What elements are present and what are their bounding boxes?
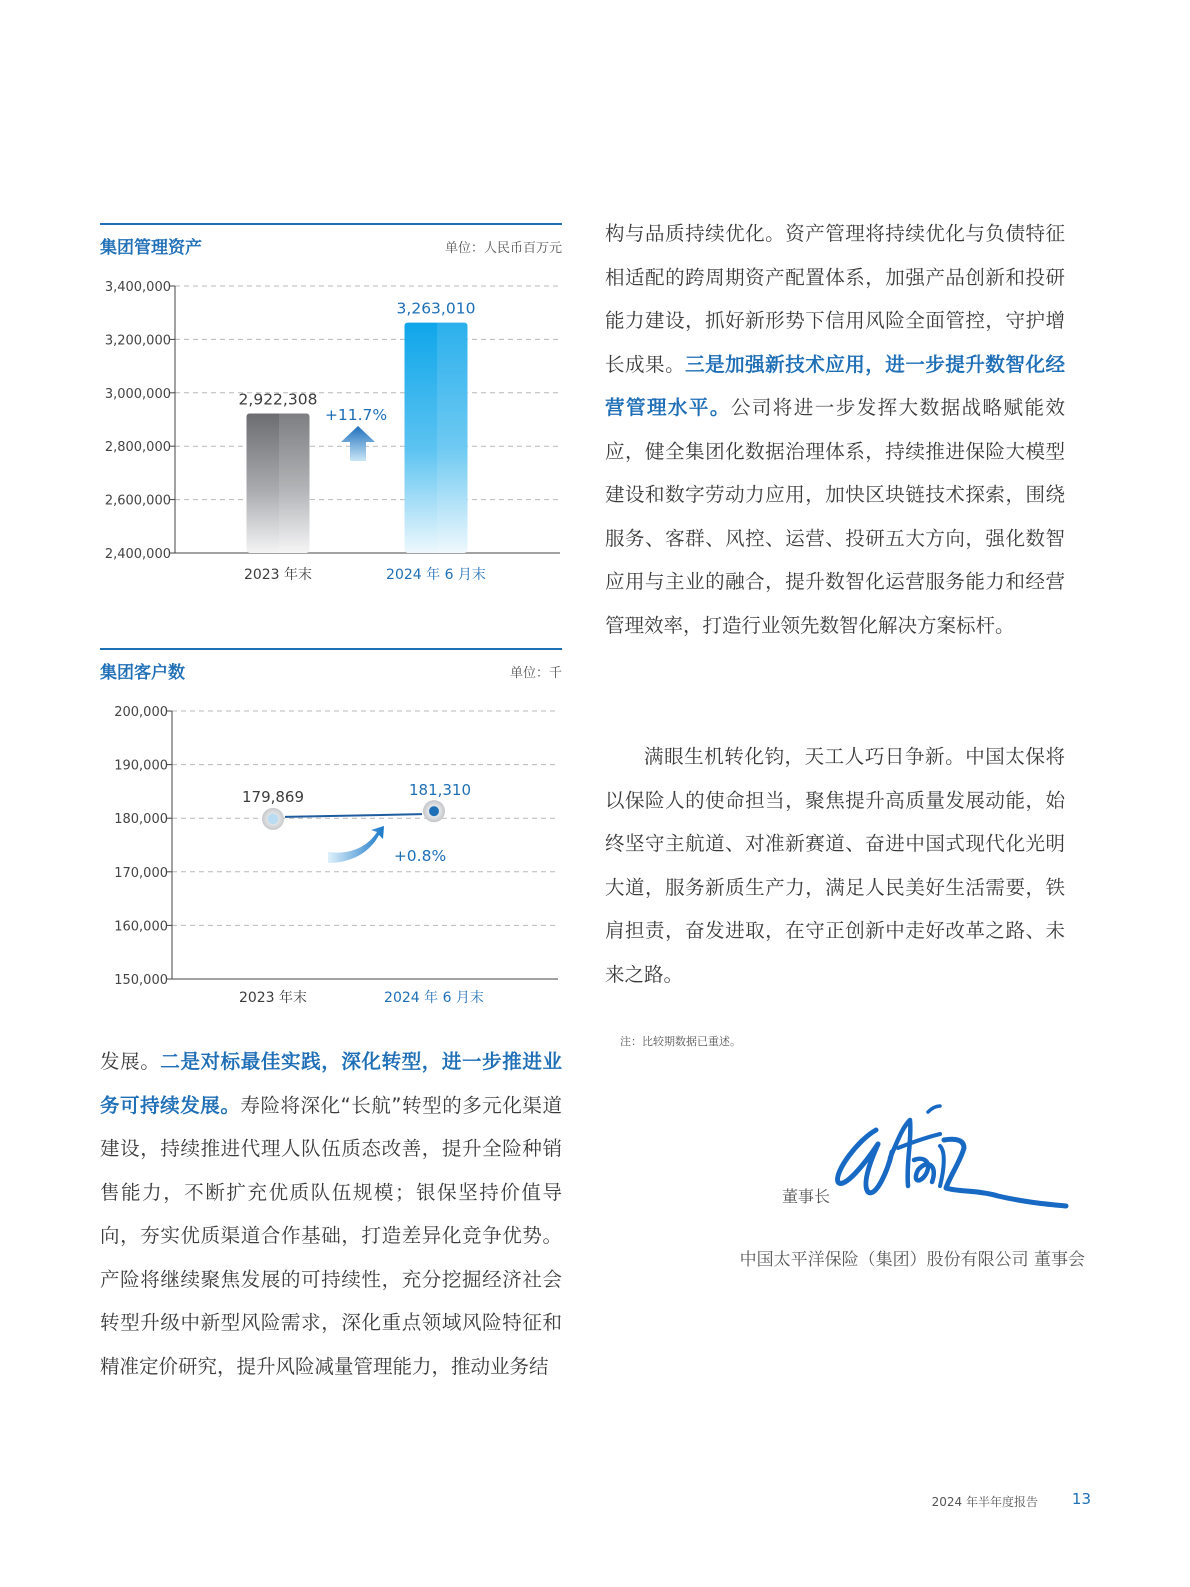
bar-sheen [437, 323, 468, 553]
text-body: 满眼生机转化钧，天工人巧日争新。中国太保将以保险人的使命担当，聚焦提升高质量发展动能，始终坚守主航道、对准新赛道、奋进中国式现代化光明大道，服务新质生产力，满足人民美好生活需要，铁肩担责，奋发进取，在守正创新中走好改革之路、未来之路。 [605, 745, 1065, 986]
y-tick-label: 2,400,000 [104, 547, 171, 562]
text-lead: 发展。 [100, 1050, 161, 1073]
chairman-label: 董事长 [782, 1187, 831, 1206]
y-tick-label: 180,000 [114, 812, 168, 828]
footnote: 注：比较期数据已重述。 [620, 1035, 741, 1048]
data-label: 3,263,010 [396, 299, 476, 318]
company-board-name: 中国太平洋保险（集团）股份有限公司 董事会 [739, 1250, 1085, 1270]
y-tick-label: 200,000 [114, 705, 168, 720]
customers-line-chart [100, 648, 562, 1020]
y-tick-label: 170,000 [114, 865, 168, 881]
y-tick-label: 190,000 [114, 758, 168, 774]
bar-sheen [279, 414, 310, 553]
data-label: 181,310 [408, 781, 472, 800]
text-body: 寿险将深化“长航”转型的多元化渠道建设，持续推进代理人队伍质态改善，提升全险种销售能力，不断扩充优质队伍规模；银保坚持价值导向，夯实优质渠道合作基础，打造差异化竞争优势。产险将继续聚焦发展的可持续性，充分挖掘经济社会转型升级中新型风险需求，深化重点领域风险特征和精准定价研究，提升风险减量管理能力，推动业务结 [100, 1093, 562, 1378]
x-tick-label: 2023 年末 [243, 567, 313, 583]
assets-chart-panel [100, 223, 562, 595]
series-line [285, 814, 422, 817]
chairman-signature [828, 1100, 1078, 1220]
chart-unit: 单位：千 [509, 666, 562, 681]
data-point [423, 800, 445, 822]
assets-bar-chart [100, 223, 562, 595]
text-body: 构与品质持续优化。资产管理将持续优化与负债特征相适配的跨周期资产配置体系，加强产品创新和投研能力建设，抓好新形势下信用风险全面管控，守护增长成果。 [605, 222, 1065, 376]
y-tick-label: 2,800,000 [104, 440, 171, 456]
text-body: 公司将进一步发挥大数据战略赋能效应，健全集团化数据治理体系，持续推进保险大模型建设和数字劳动力应用，加快区块链技术探索，围绕服务、客群、风控、运营、投研五大方向，强化数智应用与主业的融合，提升数智化运营服务能力和经营管理效率，打造行业领先数智化解决方案标杆。 [605, 396, 1065, 637]
y-tick-label: 150,000 [114, 973, 168, 988]
growth-curve-arrow-icon [328, 826, 384, 863]
highlight-point-two: 二是对标最佳实践，深化转型，进一步推进业务可持续发展。 [100, 1050, 562, 1117]
highlight-point-three: 三是加强新技术应用，进一步提升数智化经营管理水平。 [605, 352, 1065, 419]
right-paragraph-2 [605, 735, 1065, 996]
change-label: +0.8% [393, 847, 447, 865]
y-tick-label: 3,000,000 [104, 386, 171, 402]
report-title: 2024 年半年度报告 [931, 1495, 1038, 1509]
page-number: 13 [1071, 1490, 1091, 1508]
change-label: +11.7% [324, 406, 388, 424]
left-paragraph [100, 1040, 562, 1388]
y-tick-label: 2,600,000 [104, 493, 171, 509]
chart-title: 集团管理资产 [100, 238, 202, 258]
increase-arrow-icon [341, 426, 375, 461]
y-tick-label: 3,200,000 [104, 333, 171, 349]
y-tick-label: 3,400,000 [104, 280, 171, 295]
y-tick-label: 160,000 [114, 919, 168, 935]
data-label: 2,922,308 [238, 390, 318, 409]
x-tick-label: 2023 年末 [238, 990, 308, 1006]
chart-unit: 单位：人民币百万元 [444, 241, 562, 256]
data-point [262, 808, 284, 830]
chart-title: 集团客户数 [100, 663, 185, 683]
customers-chart-panel [100, 648, 562, 1020]
x-tick-label: 2024 年 6 月末 [384, 990, 484, 1006]
x-tick-label: 2024 年 6 月末 [386, 567, 486, 583]
data-label: 179,869 [241, 787, 305, 806]
right-paragraph-1 [605, 212, 1065, 647]
